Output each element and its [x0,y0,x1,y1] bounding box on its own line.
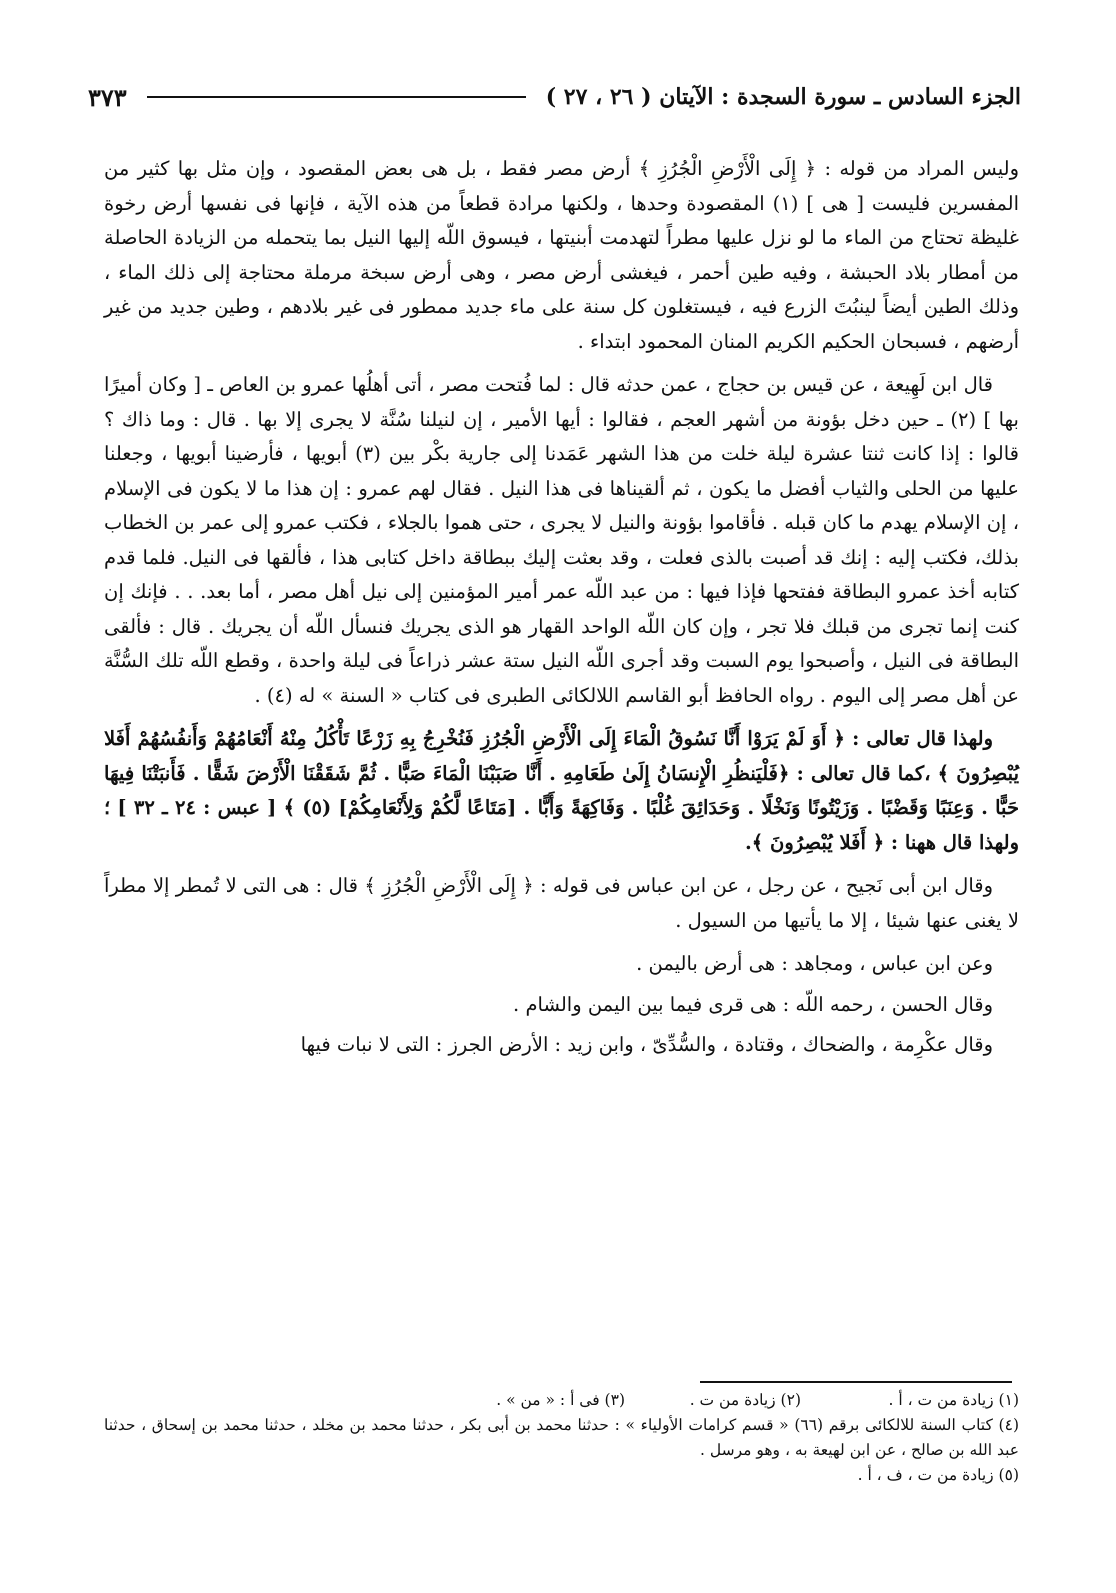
footnotes [104,1388,1019,1488]
page-number: ٣٧٣ [88,82,127,112]
footnote-rule [700,1381,1012,1383]
running-title: الجزء السادس ـ سورة السجدة : الآيتان ( ٢٦ ، ٢٧ ) [545,84,1021,110]
paragraph-5: وعن ابن عباس ، ومجاهد : هى أرض باليمن . [636,952,993,975]
paragraph-7: وقال عكْرِمة ، والضحاك ، وقتادة ، والسُّدِّىّ ، وابن زيد : الأرض الجرز : التى لا نبات فيها [300,1033,993,1056]
paragraph-3-quran: ولهذا قال تعالى : ﴿ أَوَ لَمْ يَرَوْا أَنَّا نَسُوقُ الْمَاءَ إِلَى الْأَرْضِ الْجُرُزِ فَنُخْرِجُ بِهِ زَرْعًا تَأْكُلُ مِنْهُ أَنْعَامُهُمْ وَأَنفُسُهُمْ أَفَلا يُبْصِرُونَ ﴾ ،كما قال تعالى : ﴿فَلْيَنظُرِ الْإِنسَانُ إِلَىٰ طَعَامِهِ . أَنَّا صَبَبْنَا الْمَاءَ صَبًّا . ثُمَّ شَقَقْنَا الْأَرْضَ شَقًّا . فَأَنبَتْنَا فِيهَا حَبًّا . وَعِنَبًا وَقَضْبًا . وَزَيْتُونًا وَنَخْلًا . وَحَدَائِقَ غُلْبًا . وَفَاكِهَةً وَأَبًّا . [مَتَاعًا لَّكُمْ وَلِأَنْعَامِكُمْ] (٥) ﴾ [ عبس : ٢٤ ـ ٣٢ ] ؛ ولهذا قال ههنا : ﴿ أَفَلا يُبْصِرُونَ ﴾. [104,727,1019,854]
paragraph-2: قال ابن لَهِيعة ، عن قيس بن حجاج ، عمن حدثه قال : لما فُتحت مصر ، أتى أهلُها عمرو بن العاص ـ [ وكان أميرًا بها ] (٢) ـ حين دخل بؤونة من أشهر العجم ، فقالوا : أيها الأمير ، إن لنيلنا سُنَّة لا يجرى إلا بها . قال : وما ذاك ؟ قالوا : إذا كانت ثنتا عشرة ليلة خلت من هذا الشهر عَمَدنا إلى جارية بكْر بين (٣) أبويها ، فأرضينا أبويها ، وجعلنا عليها من الحلى والثياب أفضل ما يكون ، ثم ألقيناها فى هذا النيل . فقال لهم عمرو : إن هذا ما لا يكون فى الإسلام ، إن الإسلام يهدم ما كان قبله . فأقاموا بؤونة والنيل لا يجرى ، حتى هموا بالجلاء ، فكتب عمرو إلى عمر بن الخطاب بذلك، فكتب إليه : إنك قد أصبت بالذى فعلت ، وقد بعثت إليك ببطاقة داخل كتابى هذا ، فألقها فى النيل. فلما قدم كتابه أخذ عمرو البطاقة ففتحها فإذا فيها : من عبد اللّه عمر أمير المؤمنين إلى نيل أهل مصر ، أما بعد. . . فإنك إن كنت إنما تجرى من قبلك فلا تجر ، وإن كان اللّه الواحد القهار هو الذى يجريك فنسأل اللّه أن يجريك . قال : فألقى البطاقة فى النيل ، وأصبحوا يوم السبت وقد أجرى اللّه النيل ستة عشر ذراعاً فى ليلة واحدة ، وقطع اللّه تلك السُّنَّة عن أهل مصر إلى اليوم . رواه الحافظ أبو القاسم اللالكائى الطبرى فى كتاب « السنة » له (٤) . [104,373,1019,707]
footnote-2: (٢) زيادة من ت . [689,1391,801,1409]
footnote-row-1 [104,1388,1019,1413]
header-rule [147,96,526,98]
footnote-5: (٥) زيادة من ت ، ف ، أ . [857,1466,1019,1484]
footnote-1: (١) زيادة من ت ، أ . [888,1391,1019,1409]
page-header [88,76,1021,118]
main-text [104,152,1019,1069]
footnote-4: (٤) كتاب السنة للالكائى برقم (٦٦) « قسم كرامات الأولياء » : حدثنا محمد بن أبى بكر ، حدثنا محمد بن مخلد ، حدثنا محمد بن إسحاق ، حدثنا عبد الله بن صالح ، عن ابن لهيعة به ، وهو مرسل . [104,1416,1019,1459]
footnote-3: (٣) فى أ : « من » . [496,1391,625,1409]
paragraph-4: وقال ابن أبى نَجيح ، عن رجل ، عن ابن عباس فى قوله : ﴿ إِلَى الْأَرْضِ الْجُرُزِ ﴾ قال : هى التى لا تُمطر إلا مطراً لا يغنى عنها شيئا ، إلا ما يأتيها من السيول . [104,874,1019,932]
paragraph-1: وليس المراد من قوله : ﴿ إِلَى الْأَرْضِ الْجُرُزِ ﴾ أرض مصر فقط ، بل هى بعض المقصود ، وإن مثل بها كثير من المفسرين فليست [ هى ] (١) المقصودة وحدها ، ولكنها مرادة قطعاً من هذه الآية ، فإنها فى نفسها أرض رخوة غليظة تحتاج من الماء ما لو نزل عليها مطراً لتهدمت أبنيتها ، فيسوق اللّه إليها النيل بما يتحمله من الزيادة الحاصلة من أمطار بلاد الحبشة ، وفيه طين أحمر ، فيغشى أرض مصر ، وهى أرض سبخة مرملة محتاجة إلى ذلك الماء ، وذلك الطين أيضاً لينبُتَ الزرع فيه ، فيستغلون كل سنة على ماء جديد ممطور فى غير بلادهم ، وطين جديد من غير أرضهم ، فسبحان الحكيم الكريم المنان المحمود ابتداء . [104,157,1019,353]
paragraph-6: وقال الحسن ، رحمه اللّه : هى قرى فيما بين اليمن والشام . [513,992,993,1016]
